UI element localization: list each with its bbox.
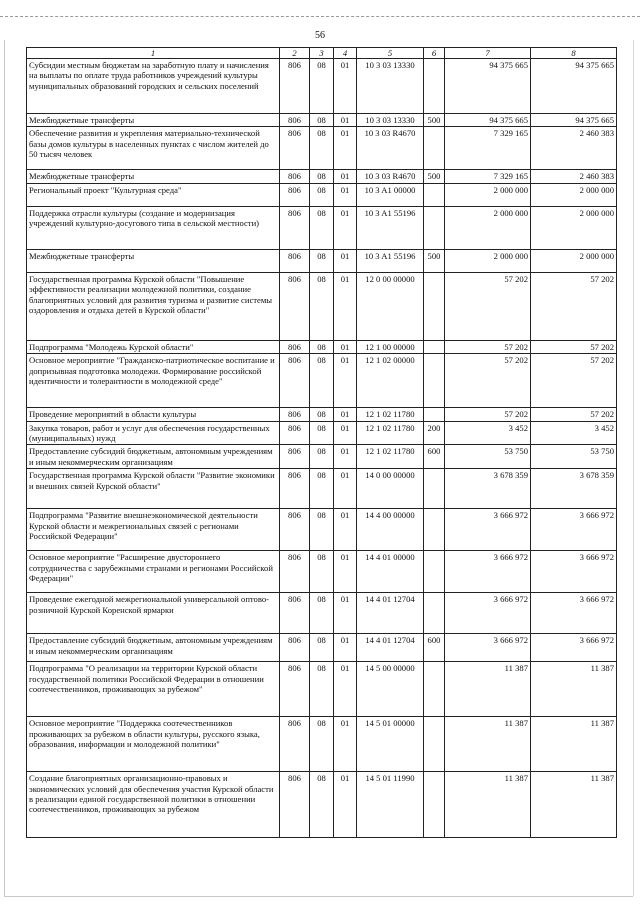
row-target-article-cell: 10 3 03 R4670: [357, 170, 424, 183]
row-expense-type-cell: [424, 772, 445, 838]
row-amount-year2-cell: 57 202: [531, 340, 617, 353]
row-grbs-cell: 806: [280, 206, 310, 249]
row-grbs-cell: 806: [280, 445, 310, 469]
row-target-article-cell: 10 3 A1 00000: [357, 183, 424, 206]
table-body: [27, 59, 617, 838]
row-amount-year1-cell: 7 329 165: [445, 127, 531, 170]
header-cell-2: 2: [280, 48, 310, 59]
row-amount-year1-cell: 3 666 972: [445, 509, 531, 551]
row-expense-type-cell: 500: [424, 114, 445, 127]
header-cell-8: 8: [531, 48, 617, 59]
table-row: [27, 421, 617, 445]
row-name-cell: Субсидии местным бюджетам на заработную плату и начисления на выплаты по оплате труда работников учреждений культуры муниципальных образований городских и сельских поселений: [27, 59, 280, 114]
header-row: [27, 48, 617, 59]
row-expense-type-cell: [424, 206, 445, 249]
row-amount-year2-cell: 3 666 972: [531, 634, 617, 662]
row-amount-year1-cell: 3 452: [445, 421, 531, 445]
row-grbs-cell: 806: [280, 717, 310, 772]
row-expense-type-cell: [424, 127, 445, 170]
table-row: [27, 272, 617, 340]
row-name-cell: Обеспечение развития и укрепления материально-технической базы домов культуры в населенных пунктах с числом жителей до 50 тысяч человек: [27, 127, 280, 170]
header-cell-7: 7: [445, 48, 531, 59]
row-amount-year1-cell: 94 375 665: [445, 114, 531, 127]
row-grbs-cell: 806: [280, 272, 310, 340]
row-grbs-cell: 806: [280, 59, 310, 114]
table-row: [27, 593, 617, 634]
scan-top-border: [0, 16, 640, 17]
row-grbs-cell: 806: [280, 354, 310, 408]
row-amount-year1-cell: 3 666 972: [445, 593, 531, 634]
row-target-article-cell: 14 4 01 00000: [357, 551, 424, 593]
row-expense-type-cell: [424, 183, 445, 206]
row-subsection-cell: 01: [334, 249, 357, 272]
row-subsection-cell: 01: [334, 354, 357, 408]
row-section-cell: 08: [310, 445, 334, 469]
row-amount-year2-cell: 11 387: [531, 662, 617, 717]
row-grbs-cell: 806: [280, 127, 310, 170]
row-grbs-cell: 806: [280, 551, 310, 593]
header-cell-3: 3: [310, 48, 334, 59]
row-section-cell: 08: [310, 421, 334, 445]
table-row: [27, 717, 617, 772]
row-section-cell: 08: [310, 408, 334, 421]
row-expense-type-cell: [424, 717, 445, 772]
row-amount-year1-cell: 11 387: [445, 772, 531, 838]
row-amount-year2-cell: 11 387: [531, 717, 617, 772]
row-subsection-cell: 01: [334, 59, 357, 114]
table-row: [27, 408, 617, 421]
row-amount-year2-cell: 2 460 383: [531, 127, 617, 170]
row-amount-year1-cell: 11 387: [445, 717, 531, 772]
row-subsection-cell: 01: [334, 772, 357, 838]
table-row: [27, 183, 617, 206]
row-amount-year2-cell: 2 000 000: [531, 183, 617, 206]
row-expense-type-cell: 500: [424, 249, 445, 272]
row-amount-year2-cell: 3 666 972: [531, 593, 617, 634]
row-name-cell: Межбюджетные трансферты: [27, 170, 280, 183]
row-amount-year2-cell: 94 375 665: [531, 114, 617, 127]
row-grbs-cell: 806: [280, 408, 310, 421]
row-amount-year2-cell: 3 666 972: [531, 509, 617, 551]
row-grbs-cell: 806: [280, 249, 310, 272]
row-amount-year1-cell: 2 000 000: [445, 249, 531, 272]
row-expense-type-cell: [424, 272, 445, 340]
row-target-article-cell: 14 0 00 00000: [357, 469, 424, 509]
row-amount-year2-cell: 11 387: [531, 772, 617, 838]
table-row: [27, 634, 617, 662]
row-amount-year2-cell: 57 202: [531, 272, 617, 340]
table-row: [27, 127, 617, 170]
row-target-article-cell: 12 1 02 11780: [357, 421, 424, 445]
scan-right-edge: [633, 40, 634, 896]
row-section-cell: 08: [310, 354, 334, 408]
row-name-cell: Проведение мероприятий в области культуры: [27, 408, 280, 421]
row-section-cell: 08: [310, 469, 334, 509]
row-subsection-cell: 01: [334, 593, 357, 634]
row-name-cell: Государственная программа Курской области "Развитие экономики и внешних связей Курской области": [27, 469, 280, 509]
row-subsection-cell: 01: [334, 408, 357, 421]
row-name-cell: Подпрограмма "О реализации на территории Курской области государственной политики Российской Федерации в отношении соотечественников, проживающих за рубежом": [27, 662, 280, 717]
scan-bottom-edge: [4, 896, 633, 897]
row-amount-year1-cell: 3 678 359: [445, 469, 531, 509]
row-amount-year1-cell: 11 387: [445, 662, 531, 717]
row-name-cell: Поддержка отрасли культуры (создание и модернизация учреждений культурно-досугового типа в сельской местности): [27, 206, 280, 249]
row-section-cell: 08: [310, 717, 334, 772]
table-row: [27, 340, 617, 353]
table-row: [27, 206, 617, 249]
row-name-cell: Закупка товаров, работ и услуг для обеспечения государственных (муниципальных) нужд: [27, 421, 280, 445]
table-row: [27, 114, 617, 127]
row-target-article-cell: 14 5 01 00000: [357, 717, 424, 772]
row-target-article-cell: 14 4 00 00000: [357, 509, 424, 551]
row-subsection-cell: 01: [334, 114, 357, 127]
row-amount-year2-cell: 2 000 000: [531, 206, 617, 249]
row-target-article-cell: 10 3 03 13330: [357, 59, 424, 114]
row-expense-type-cell: 200: [424, 421, 445, 445]
row-grbs-cell: 806: [280, 421, 310, 445]
row-expense-type-cell: [424, 59, 445, 114]
row-amount-year2-cell: 2 000 000: [531, 249, 617, 272]
row-target-article-cell: 10 3 03 13330: [357, 114, 424, 127]
row-target-article-cell: 12 1 02 00000: [357, 354, 424, 408]
row-grbs-cell: 806: [280, 170, 310, 183]
header-cell-4: 4: [334, 48, 357, 59]
row-target-article-cell: 12 1 00 00000: [357, 340, 424, 353]
row-amount-year1-cell: 57 202: [445, 272, 531, 340]
row-expense-type-cell: 600: [424, 634, 445, 662]
row-name-cell: Основное мероприятие "Расширение двустороннего сотрудничества с зарубежными странами и регионами Российской Федерации": [27, 551, 280, 593]
row-amount-year2-cell: 3 678 359: [531, 469, 617, 509]
row-section-cell: 08: [310, 593, 334, 634]
row-name-cell: Межбюджетные трансферты: [27, 249, 280, 272]
row-grbs-cell: 806: [280, 340, 310, 353]
row-name-cell: Подпрограмма "Развитие внешнеэкономической деятельности Курской области и межрегиональных связей с регионами Российской Федерации": [27, 509, 280, 551]
row-amount-year2-cell: 57 202: [531, 354, 617, 408]
table-row: [27, 469, 617, 509]
row-subsection-cell: 01: [334, 509, 357, 551]
row-section-cell: 08: [310, 509, 334, 551]
header-cell-5: 5: [357, 48, 424, 59]
row-amount-year2-cell: 2 460 383: [531, 170, 617, 183]
row-subsection-cell: 01: [334, 551, 357, 593]
row-target-article-cell: 14 4 01 12704: [357, 593, 424, 634]
row-target-article-cell: 14 4 01 12704: [357, 634, 424, 662]
row-amount-year1-cell: 3 666 972: [445, 551, 531, 593]
row-amount-year1-cell: 57 202: [445, 340, 531, 353]
row-subsection-cell: 01: [334, 634, 357, 662]
row-name-cell: Создание благоприятных организационно-правовых и экономических условий для обеспечения участия Курской области в реализации единой государственной политики в отношении соотечественников, проживающих за рубежом: [27, 772, 280, 838]
row-section-cell: 08: [310, 59, 334, 114]
row-amount-year1-cell: 2 000 000: [445, 206, 531, 249]
row-name-cell: Подпрограмма "Молодежь Курской области": [27, 340, 280, 353]
table-header: [27, 48, 617, 59]
row-target-article-cell: 10 3 A1 55196: [357, 249, 424, 272]
table-row: [27, 354, 617, 408]
row-amount-year1-cell: 57 202: [445, 354, 531, 408]
row-section-cell: 08: [310, 551, 334, 593]
table-row: [27, 551, 617, 593]
row-expense-type-cell: 600: [424, 445, 445, 469]
row-name-cell: Проведение ежегодной межрегиональной универсальной оптово-розничной Курской Коренской ярмарки: [27, 593, 280, 634]
scan-left-edge: [4, 40, 5, 896]
row-section-cell: 08: [310, 114, 334, 127]
row-expense-type-cell: [424, 340, 445, 353]
header-cell-6: 6: [424, 48, 445, 59]
row-target-article-cell: 10 3 A1 55196: [357, 206, 424, 249]
row-grbs-cell: 806: [280, 509, 310, 551]
table-row: [27, 59, 617, 114]
row-name-cell: Межбюджетные трансферты: [27, 114, 280, 127]
table-row: [27, 662, 617, 717]
row-name-cell: Предоставление субсидий бюджетным, автономным учреждениям и иным некоммерческим организациям: [27, 445, 280, 469]
row-target-article-cell: 12 1 02 11780: [357, 408, 424, 421]
row-subsection-cell: 01: [334, 272, 357, 340]
row-expense-type-cell: [424, 551, 445, 593]
row-name-cell: Предоставление субсидий бюджетным, автономным учреждениям и иным некоммерческим организациям: [27, 634, 280, 662]
row-grbs-cell: 806: [280, 183, 310, 206]
row-name-cell: Основное мероприятие "Поддержка соотечественников проживающих за рубежом в области культуры, русского языка, образования, информации и молодежной политики": [27, 717, 280, 772]
row-grbs-cell: 806: [280, 114, 310, 127]
row-amount-year2-cell: 3 452: [531, 421, 617, 445]
row-amount-year1-cell: 94 375 665: [445, 59, 531, 114]
row-section-cell: 08: [310, 183, 334, 206]
row-target-article-cell: 10 3 03 R4670: [357, 127, 424, 170]
row-amount-year2-cell: 3 666 972: [531, 551, 617, 593]
row-subsection-cell: 01: [334, 183, 357, 206]
row-subsection-cell: 01: [334, 340, 357, 353]
row-amount-year1-cell: 2 000 000: [445, 183, 531, 206]
row-section-cell: 08: [310, 272, 334, 340]
header-cell-1: 1: [27, 48, 280, 59]
page-number: 56: [315, 30, 325, 41]
row-subsection-cell: 01: [334, 445, 357, 469]
row-subsection-cell: 01: [334, 170, 357, 183]
row-grbs-cell: 806: [280, 662, 310, 717]
row-expense-type-cell: [424, 593, 445, 634]
row-subsection-cell: 01: [334, 717, 357, 772]
row-expense-type-cell: [424, 408, 445, 421]
row-section-cell: 08: [310, 340, 334, 353]
row-grbs-cell: 806: [280, 772, 310, 838]
row-amount-year1-cell: 57 202: [445, 408, 531, 421]
row-amount-year2-cell: 94 375 665: [531, 59, 617, 114]
row-grbs-cell: 806: [280, 593, 310, 634]
row-section-cell: 08: [310, 170, 334, 183]
row-name-cell: Региональный проект "Культурная среда": [27, 183, 280, 206]
row-expense-type-cell: 500: [424, 170, 445, 183]
row-expense-type-cell: [424, 469, 445, 509]
row-target-article-cell: 14 5 00 00000: [357, 662, 424, 717]
row-amount-year2-cell: 53 750: [531, 445, 617, 469]
row-subsection-cell: 01: [334, 662, 357, 717]
table-row: [27, 170, 617, 183]
row-section-cell: 08: [310, 127, 334, 170]
row-name-cell: Основное мероприятие "Гражданско-патриотическое воспитание и допризывная подготовка молодежи. Формирование российской идентичности и толерантности в молодежной среде": [27, 354, 280, 408]
table-row: [27, 445, 617, 469]
row-section-cell: 08: [310, 772, 334, 838]
table-row: [27, 509, 617, 551]
row-subsection-cell: 01: [334, 127, 357, 170]
row-name-cell: Государственная программа Курской области "Повышение эффективности реализации молодежной политики, создание благоприятных условий для развития туризма и развитие системы оздоровления и отдыха детей в Курской области": [27, 272, 280, 340]
row-grbs-cell: 806: [280, 634, 310, 662]
table-row: [27, 772, 617, 838]
row-section-cell: 08: [310, 662, 334, 717]
row-amount-year1-cell: 7 329 165: [445, 170, 531, 183]
row-subsection-cell: 01: [334, 421, 357, 445]
row-subsection-cell: 01: [334, 469, 357, 509]
row-section-cell: 08: [310, 206, 334, 249]
budget-table: [26, 47, 617, 838]
row-amount-year1-cell: 53 750: [445, 445, 531, 469]
row-grbs-cell: 806: [280, 469, 310, 509]
row-target-article-cell: 12 0 00 00000: [357, 272, 424, 340]
table-row: [27, 249, 617, 272]
row-section-cell: 08: [310, 634, 334, 662]
row-expense-type-cell: [424, 354, 445, 408]
row-expense-type-cell: [424, 509, 445, 551]
row-subsection-cell: 01: [334, 206, 357, 249]
row-expense-type-cell: [424, 662, 445, 717]
row-target-article-cell: 14 5 01 11990: [357, 772, 424, 838]
row-amount-year2-cell: 57 202: [531, 408, 617, 421]
row-amount-year1-cell: 3 666 972: [445, 634, 531, 662]
row-target-article-cell: 12 1 02 11780: [357, 445, 424, 469]
row-section-cell: 08: [310, 249, 334, 272]
